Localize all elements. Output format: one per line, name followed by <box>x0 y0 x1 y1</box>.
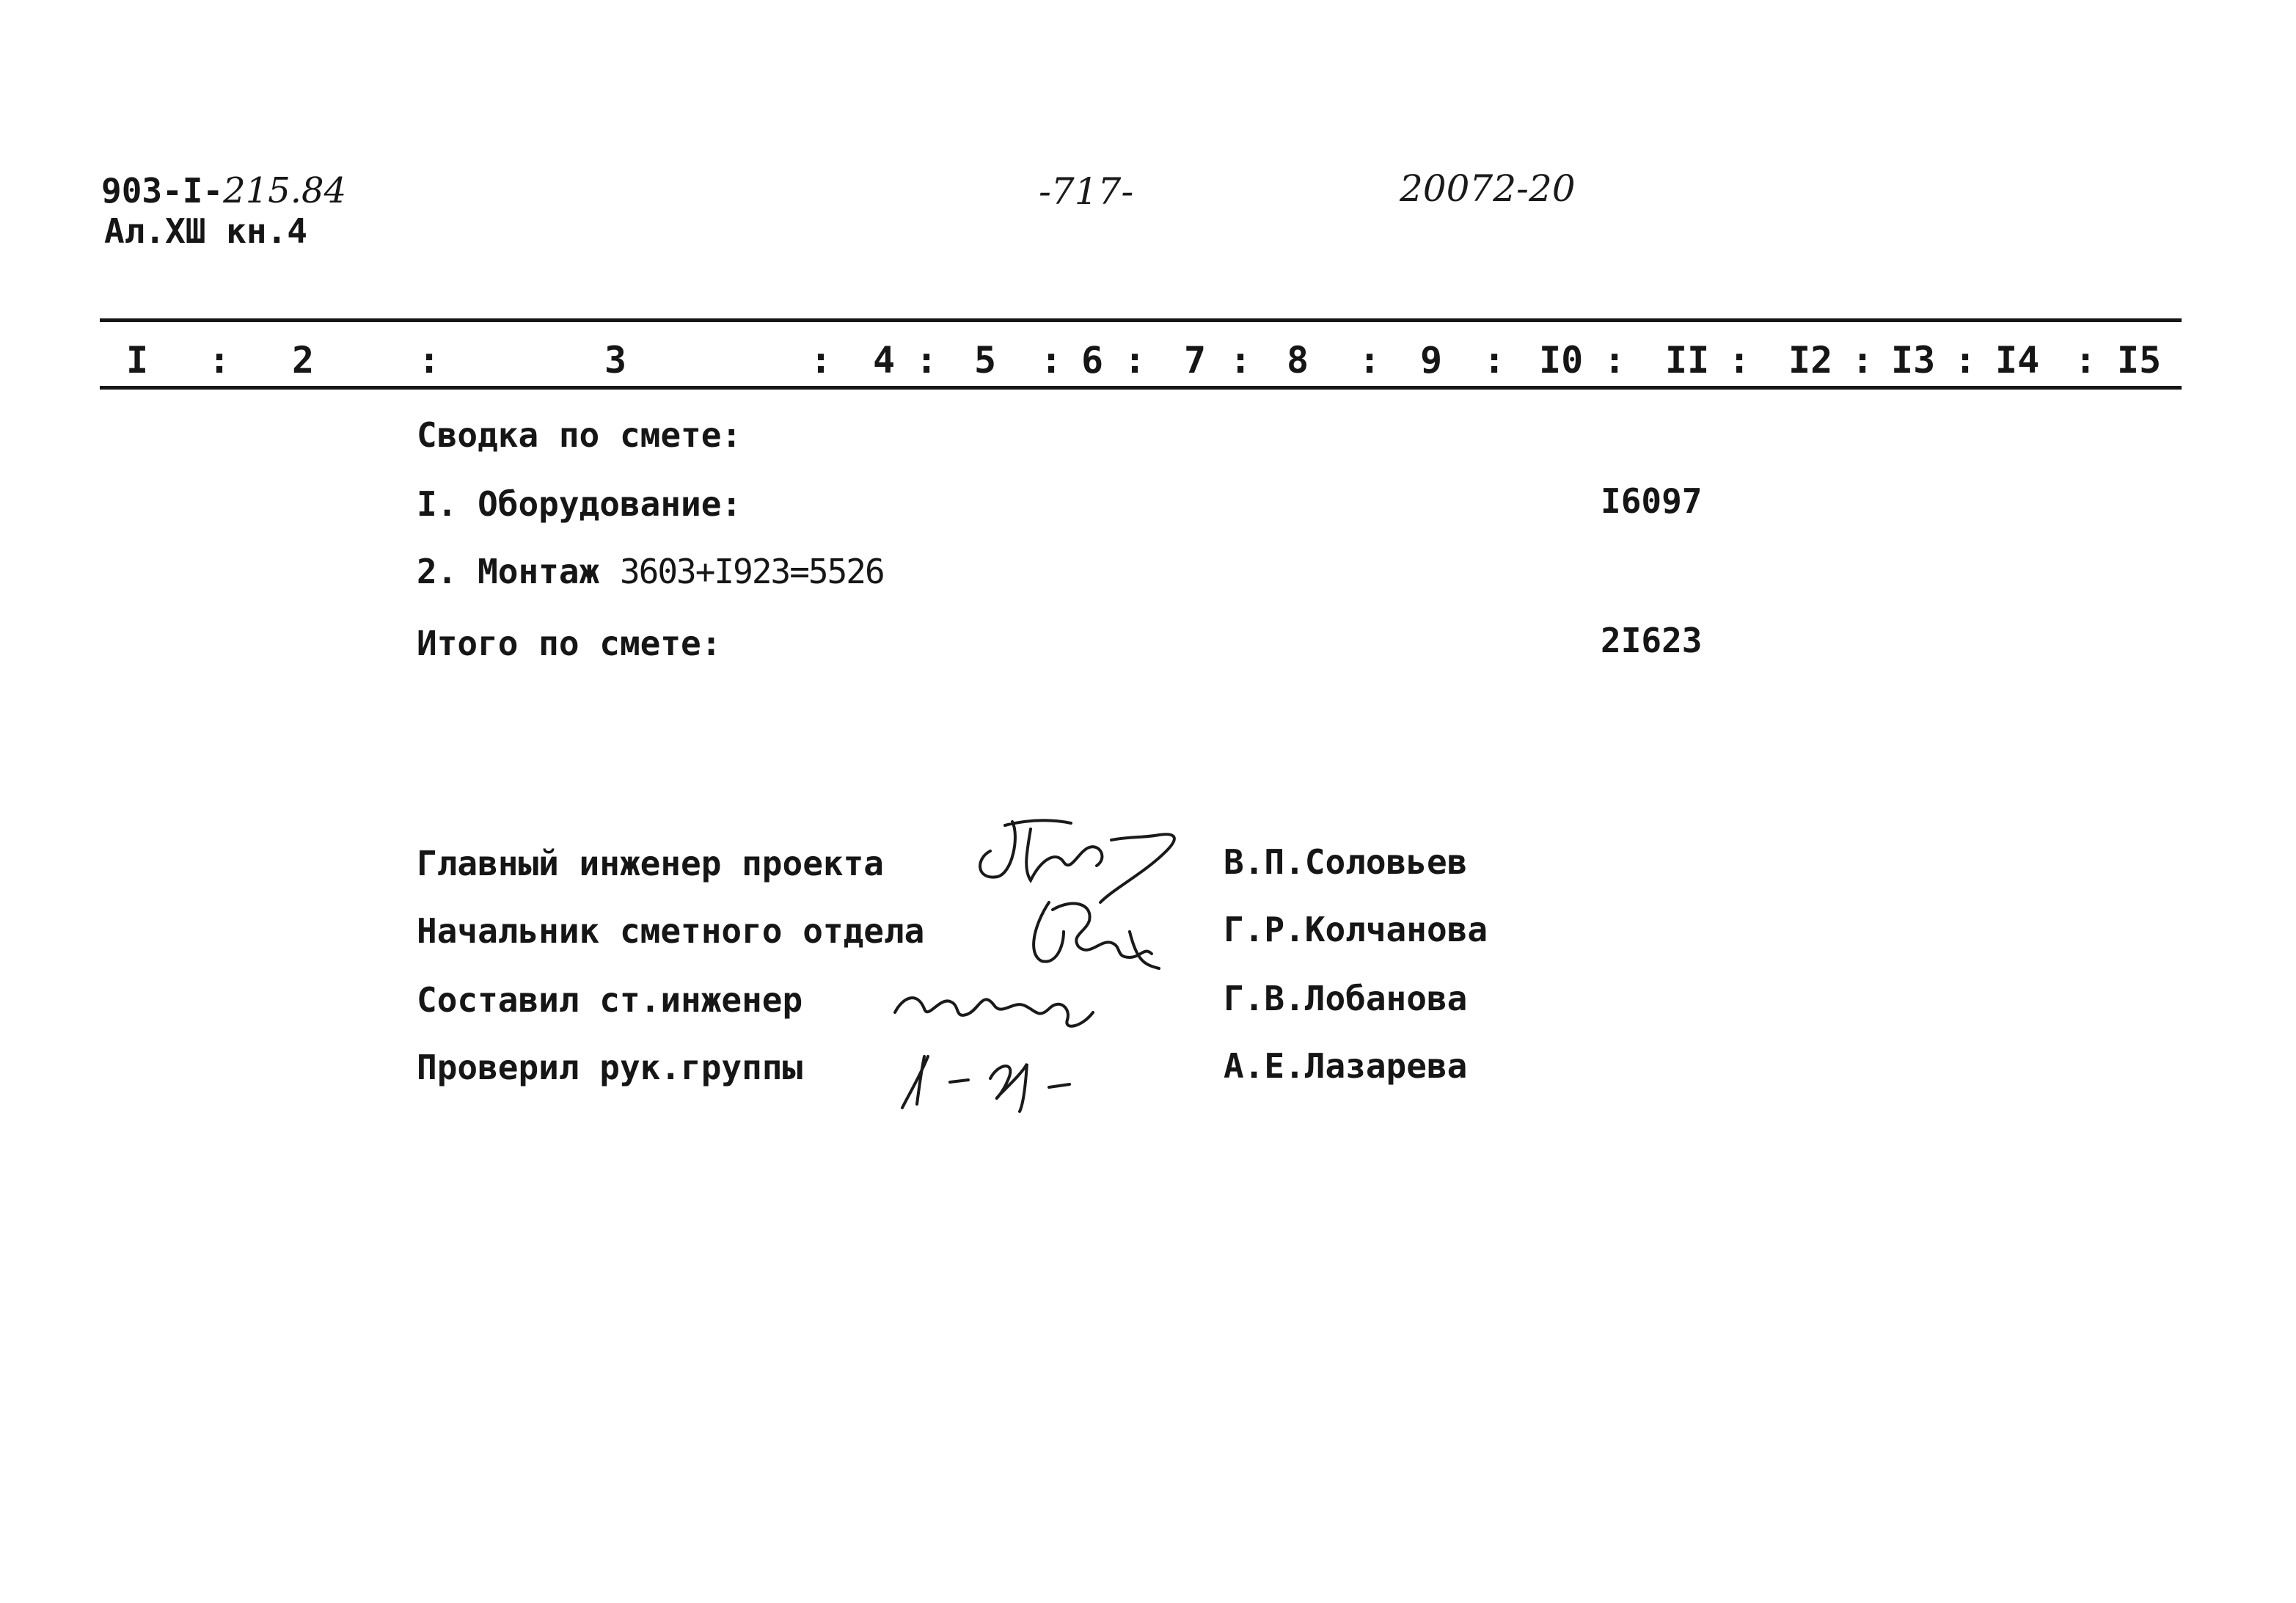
summary-total-value: 2I623 <box>1601 621 1703 660</box>
column-separator: : <box>1604 339 1626 381</box>
summary-equipment-label: I. Оборудование: <box>417 484 742 524</box>
summary-installation-calc: 3603+I923=5526 <box>619 552 884 591</box>
signature-senior-engineer <box>888 968 1108 1034</box>
summary-title: Сводка по смете: <box>417 415 742 455</box>
column-number: 5 <box>974 339 997 381</box>
column-number: I3 <box>1891 339 1936 381</box>
summary-total-label: Итого по смете: <box>417 624 722 663</box>
column-header-bottom-rule <box>100 386 2182 390</box>
page-number: -717- <box>1039 170 1134 213</box>
column-number: 9 <box>1420 339 1443 381</box>
column-separator: : <box>1851 339 1874 381</box>
column-number: 7 <box>1184 339 1207 381</box>
column-number: 2 <box>292 339 315 381</box>
column-separator: : <box>208 339 231 381</box>
signature-head-of-estimates <box>1020 888 1166 976</box>
signatory-name: Г.В.Лобанова <box>1224 979 1468 1018</box>
signatory-role: Главный инженер проекта <box>417 844 884 883</box>
signature-group-leader <box>880 1042 1086 1115</box>
signatory-name: Г.Р.Колчанова <box>1224 910 1488 949</box>
signatory-name: В.П.Соловьев <box>1224 842 1468 882</box>
column-separator: : <box>1040 339 1063 381</box>
column-number: II <box>1665 339 1710 381</box>
signatory-role: Составил ст.инженер <box>417 980 803 1020</box>
column-separator: : <box>810 339 833 381</box>
column-separator: : <box>418 339 441 381</box>
column-number: 8 <box>1287 339 1309 381</box>
column-number: 6 <box>1081 339 1104 381</box>
series-code-handwritten: 215.84 <box>223 170 347 211</box>
column-number: 3 <box>604 339 627 381</box>
series-code <box>101 170 346 211</box>
album-line: Ал.XШ кн.4 <box>104 211 307 251</box>
column-separator: : <box>1124 339 1147 381</box>
column-separator: : <box>1229 339 1252 381</box>
signatory-role: Начальник сметного отдела <box>417 911 925 951</box>
series-code-printed: 903-I- <box>101 171 224 211</box>
column-separator: : <box>1483 339 1506 381</box>
summary-installation-label: 2. Монтаж <box>417 552 600 591</box>
signatory-name: А.Е.Лазарева <box>1224 1046 1468 1086</box>
column-number: I5 <box>2117 339 2162 381</box>
column-header-top-rule <box>100 318 2182 322</box>
signatory-role: Проверил рук.группы <box>417 1048 803 1087</box>
column-separator: : <box>1954 339 1977 381</box>
column-number: I0 <box>1539 339 1584 381</box>
summary-installation <box>417 552 884 591</box>
column-number: I4 <box>1995 339 2040 381</box>
doc-number: 20072-20 <box>1400 167 1576 210</box>
column-number: 4 <box>873 339 896 381</box>
column-separator: : <box>1728 339 1751 381</box>
column-separator: : <box>2074 339 2097 381</box>
column-separator: : <box>1359 339 1381 381</box>
column-number: I2 <box>1788 339 1833 381</box>
summary-equipment-value: I6097 <box>1601 481 1703 521</box>
column-separator: : <box>915 339 938 381</box>
column-number: I <box>126 339 149 381</box>
